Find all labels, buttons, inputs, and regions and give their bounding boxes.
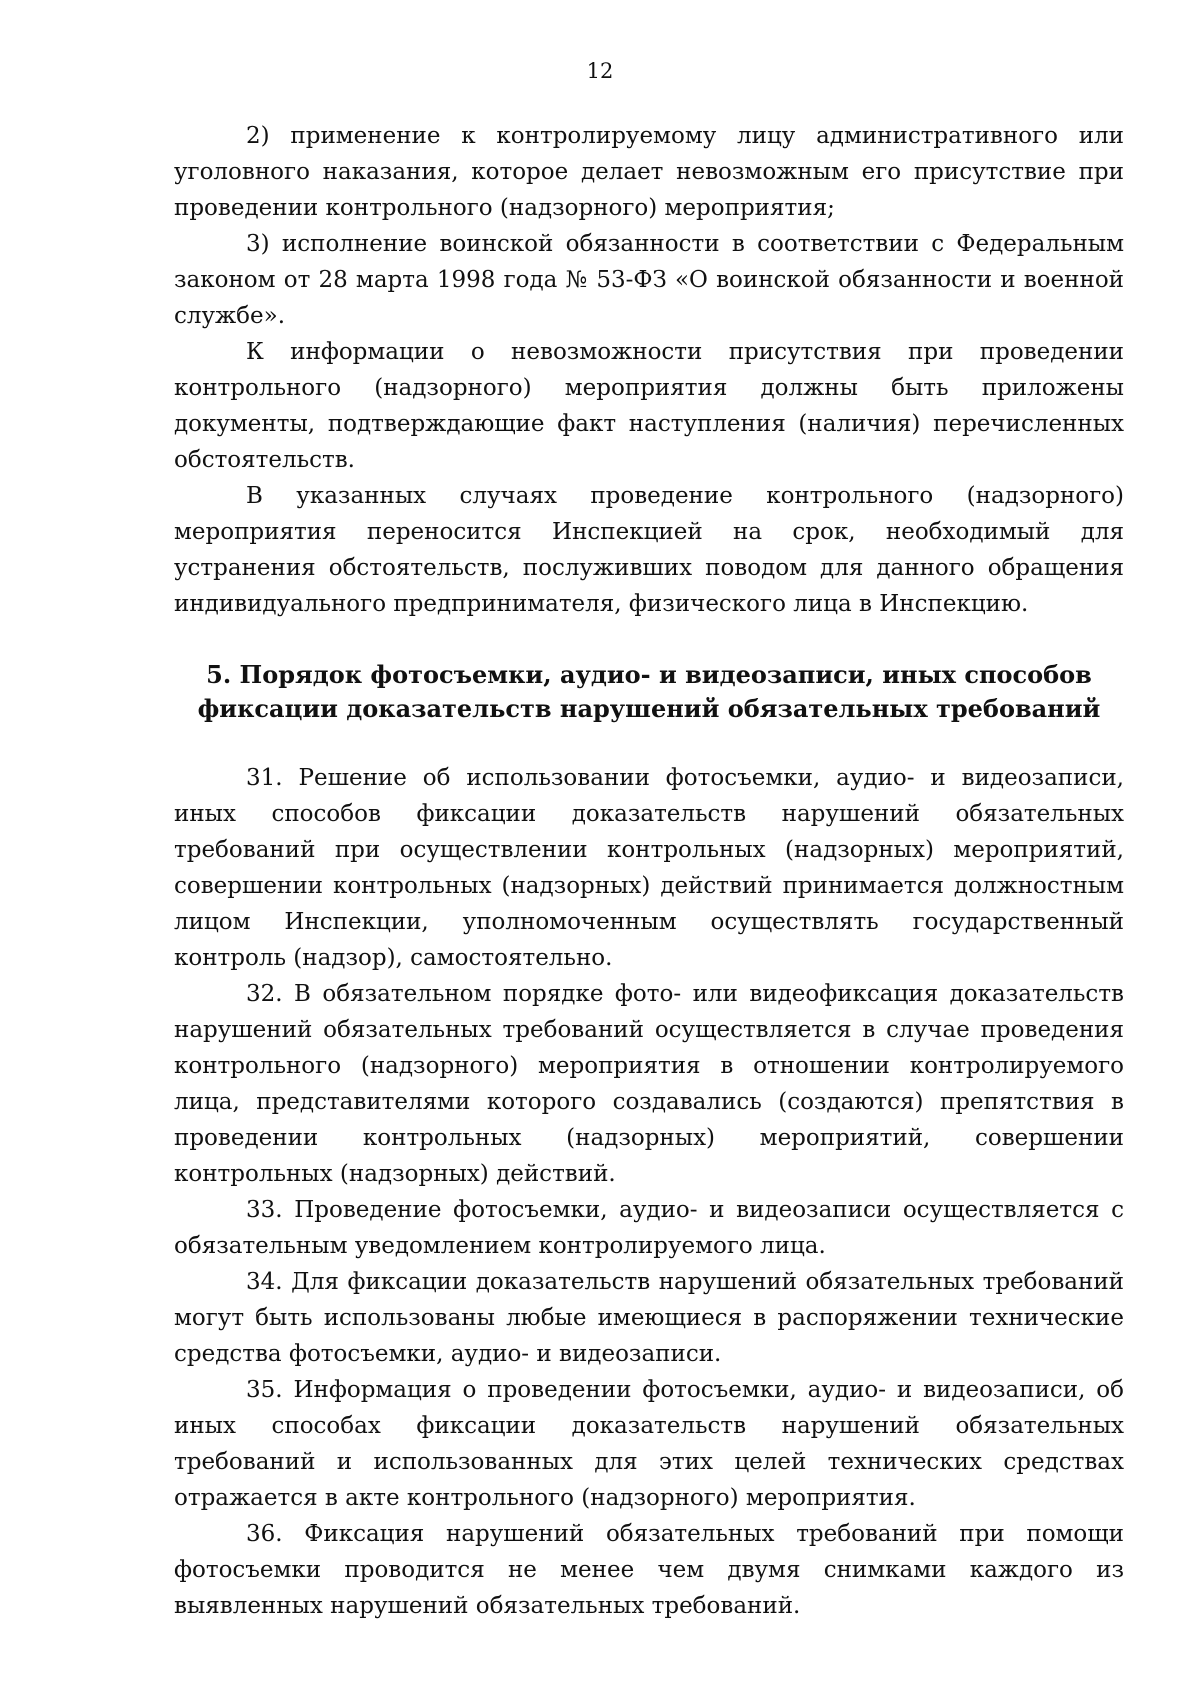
document-body: [174, 118, 1124, 1624]
section-heading: [174, 658, 1124, 726]
paragraph-item-3: 3) исполнение воинской обязанности в соответствии с Федеральным законом от 28 марта 1998 года № 53-ФЗ «О воинской обязанности и военной службе».: [174, 231, 1124, 329]
paragraph-postponement: В указанных случаях проведение контрольного (надзорного) мероприятия переносится Инспекцией на срок, необходимый для устранения обстоятельств, послуживших поводом для данного обращения индивидуального предпринимателя, физического лица в Инспекцию.: [174, 483, 1124, 617]
paragraph-31: 31. Решение об использовании фотосъемки, аудио- и видеозаписи, иных способов фиксации доказательств нарушений обязательных требований при осуществлении контрольных (надзорных) мероприятий, совершении контрольных (надзорных) действий принимается должностным лицом Инспекции, уполномоченным осуществлять государственный контроль (надзор), самостоятельно.: [174, 765, 1124, 971]
paragraph-34: 34. Для фиксации доказательств нарушений обязательных требований могут быть использованы любые имеющиеся в распоряжении технические средства фотосъемки, аудио- и видеозаписи.: [174, 1269, 1124, 1367]
paragraph-33: 33. Проведение фотосъемки, аудио- и видеозаписи осуществляется с обязательным уведомлением контролируемого лица.: [174, 1197, 1124, 1259]
paragraph-item-2: 2) применение к контролируемому лицу административного или уголовного наказания, которое делает невозможным его присутствие при проведении контрольного (надзорного) мероприятия;: [174, 123, 1124, 221]
section-heading-line-1: 5. Порядок фотосъемки, аудио- и видеозаписи, иных способов: [206, 660, 1092, 689]
paragraph-35: 35. Информация о проведении фотосъемки, аудио- и видеозаписи, об иных способах фиксации доказательств нарушений обязательных требований и использованных для этих целей технических средствах отражается в акте контрольного (надзорного) мероприятия.: [174, 1377, 1124, 1511]
paragraph-36: 36. Фиксация нарушений обязательных требований при помощи фотосъемки проводится не менее чем двумя снимками каждого из выявленных нарушений обязательных требований.: [174, 1521, 1124, 1619]
section-heading-line-2: фиксации доказательств нарушений обязательных требований: [197, 694, 1101, 723]
paragraph-32: 32. В обязательном порядке фото- или видеофиксация доказательств нарушений обязательных требований осуществляется в случае проведения контрольного (надзорного) мероприятия в отношении контролируемого лица, представителями которого создавались (создаются) препятствия в проведении контрольных (надзорных) мероприятий, совершении контрольных (надзорных) действий.: [174, 981, 1124, 1187]
paragraph-documents: К информации о невозможности присутствия при проведении контрольного (надзорного) мероприятия должны быть приложены документы, подтверждающие факт наступления (наличия) перечисленных обстоятельств.: [174, 339, 1124, 473]
page-number: 12: [586, 59, 614, 83]
